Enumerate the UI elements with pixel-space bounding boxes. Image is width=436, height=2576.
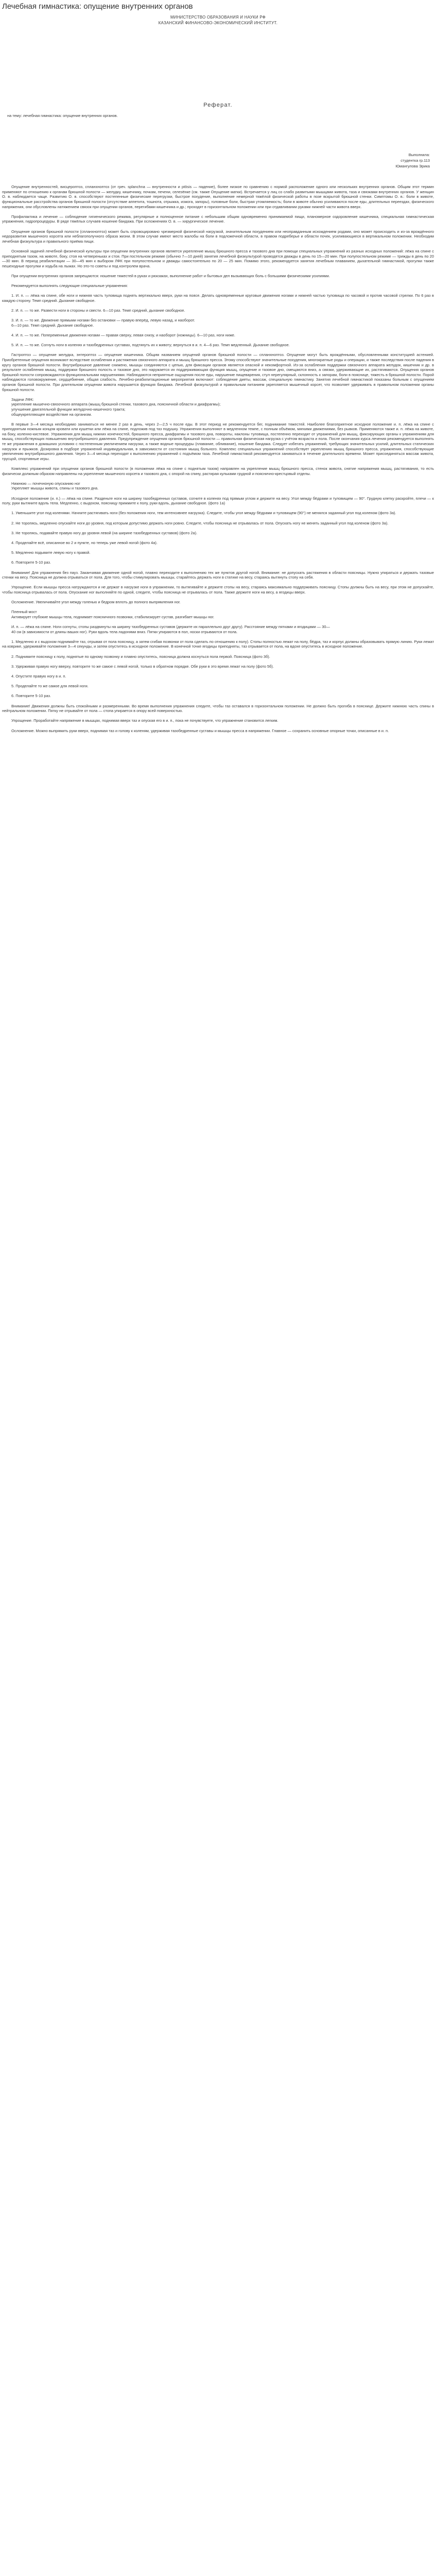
exercise-item: 3. И. п. — то же. Движение прямыми ногами без остановки — правую вперёд, левую назад, и наоборот. [11,318,195,323]
author-performed: Выполнила: [408,152,430,158]
exercise-heading: Нижнюю — почечноную опусканию ног [11,481,80,486]
exercise-step: 3. Не торопясь, подавайте правую ногу до уровня левой (на ширине тазобедренных суставов) (фото 2а). [11,530,198,535]
report-topic: на тему: лечебная гимнастика: опущение внутренних органов. [7,113,118,118]
exercise-step: 4. Опустите правую ногу в и. п. [11,673,66,679]
institution-header [2,14,434,26]
paragraph: Комплекс упражнений при опущении органов брюшной полости (в положении лёжа на спине с поднятым тазом) направлен на укрепление мышц брюшного пресса, стенок живота, снятие напряжения мышц, растягивания, то есть физически должным образом направлены на укрепление мышечного корсета и тазового дна, с опорой на спину, растирая кульками грудной и пояснично-крестцовый отделы. [2,466,434,476]
paragraph: Опущение органов брюшной полости (спланхноптоз) может быть спровоцировано чрезмерной физической нагрузкой, значительным похудением или неоправданным исхождением родами, оно может происходить и из-за врождённого недоразвития мышечного корсета или неблагополучного образа жизни. В этом случае имеют место жалобы на боли в подложечной области, в правом подреберье и области почек, усиливающиеся в вертикальном положении. Необходим лечебная физкультура и правильного приёма пищи. [2,229,434,244]
exercise-step: 2. Поднимите поясницу к полу, поднятые по одному позвонку и плавно опуститесь, поясница должна коснуться пола первой. Поясница (фото 3б). [11,654,270,659]
spacer [2,121,434,152]
author-name: Юмангулова Эрика [395,164,430,169]
exercise-subtitle: Укрепляет мышцы живота, спины и тазового дна. [11,486,99,491]
exercise-subtitle: Активирует глубокие мышцы тела, поднимает поясничного позвонки, стабилизирует сустав, разгибает мышцы ног. [11,614,215,619]
exercise-step: 40 см (в зависимости от длины ваших ног). Руки вдоль тела ладонями вниз. Пятки упираются в пол, носки отрываются от пола. [11,629,238,634]
exercise-note: Осложнение. Можно выпрямить руки вверх, поднимая таз и голову к коленям, удерживая тазобедренные суставы и мышцы пресса в напряжении. Главное — сохранить основные опорные точки, описанные в и. п. [11,728,389,733]
exercise-item: 4. И. п. — то же. Попеременные движения ногами — правая сверху, левая снизу, и наоборот (ножницы). 6—10 раз, ноги ниже. [11,333,235,337]
exercise-step: 4. Проделайте всё, описанное во 2 и пункте, но теперь уже левой ногой (фото 4а). [11,540,158,545]
exercise-note: Внимание! Для упражнения без пауз. Заканчивая движение одной ногой, плавно переходите к выполнению тех же пунктов другой ногой. Внимание: не допускать растяжения в области поясницы. Нужно упираться и держать тазовые стенки на весу. Поясница не должна отрываться от пола. Для того, чтобы стимулировать мышцы, старайтесь держать ноги в статике на весу, стараясь вытянуть стопу на себя. [2,570,434,580]
exercise-step: И. п. — лёжа на спине. Ноги согнуты, стопы раздвинуты на ширину тазобедренных суставов (держите их параллельно друг другу). Расстояние между пятками и ягодицами — 30— [11,624,330,630]
exercise-item: 2. И. п. — то же. Развести ноги в стороны и свести. 6—10 раз. Темп средний, дыхание свободное. [11,308,185,313]
paragraph: В первые 3—4 месяца необходимо заниматься не менее 2 раз в день, через 2—2,5 ч после еды. В этот период не рекомендуется бег, поднимание тяжестей. Наиболее благоприятное исходное положение и. п. лёжа на спине с приподнятым ножным концом кровати или кушетки или лёжа на спине, подложив под таз подушку. Упражнения выполняют в медленном темпе, с полным объёмом, мягкими движениями, без рывков. Применяются также и. п. лёжа на животе, на боку, коленно-кистевое. Упражнения для мышц нижних конечностей, брюшного пресса, диафрагмы и тазового дна, повороты, наклоны туловища, постепенно переходят от упражнений для мышц, фиксирующих органы к упражнениям для мышц, способствующих повышению внутрибрюшного давления. Предупреждение опущения органов брюшной полости — правильная физическая нагрузка с учётом возраста и пола. После окончания курса лечения рекомендуется выполнять те же упражнения в домашних условиях с постепенным увеличением нагрузки, а также водные процедуры (плавание, обливание), ношение бандажа. Следует избегать упражнений, требующих значительных усилий, длительных статических нагрузок и прыжков. Дозировка в подборе упражнений индивидуальная, в зависимости от состояния мышц больного. Комплекс специальных упражнений способствует укреплению мышц брюшного пресса, упражнения, способствующие увеличению внутрибрюшного давления. Через 3—4 месяца переходят к выполнению упражнений с подъёмом таза. Лечебной гимнастикой рекомендуется заниматься в течение длительного времени. Может присоединяться массаж живота, трусцой, спортивные игры. [2,421,434,461]
exercise-step: 6. Повторите 5-10 раз. [11,693,51,699]
exercise-note: Упрощение. Проработайте напряжение в мышцах, поднимая вверх таз и опуская его в и. п., пока не почувствуете, что упражнение становится легким. [11,718,278,723]
paragraph: Профилактика и лечение — соблюдение гигиенического режима, регулярные и полноценное питание с небольшим общим одновременно принимаемой пищи, планомерное оздоровление кишечника, специальная гимнастическая упражнения, гидропроцедуры. В ряде тяжёлых случаев ношение бандажа. При осложнениях О. в. — хирургическое лечение. [2,214,434,224]
task-item: общеукрепляющее воздействие на организм. [11,412,92,417]
exercise-item: 5. И. п. — то же. Согнуть ноги в коленях и тазобедренных суставах, подтянуть их к животу; вернуться в и. п. 4—6 раз. Темп медленный. Дыхание свободное. [11,343,290,348]
document-page [0,0,436,749]
ministry-line: МИНИСТЕРСТВО ОБРАЗОВАНИЯ И НАУКИ РФ [170,15,266,20]
exercise-step: 1. Медленно и с выдохом поднимайте таз, отрывая от пола поясницу, а затем сгибая позвонки от пола сделать по отношению к полу). Стопы полностью лежат на полу, бёдра, таз и корпус должны образовывать прямую линию. Руки лежат на коврике, удерживайте положение 3—4 секунды, и затем опуститесь в исходное положение. В конечной точке ягодицы приподняты, таз отрывается от пола, на вдохе опуститесь в исходное положение. [2,639,434,649]
paragraph: Опущение внутренностей, висцероптоз, спланхноптоз (от греч. splanchna — внутренности и ptōsis — падение), более низкое по сравнению с нормой расположение одного или нескольких внутренних органов. Общим этот термин применяют по отношению к органам брюшной полости — желудку, кишечнику, почкам, печени, селезёнке (см. также Опущение матки). Встречается у лиц со слабо развитыми мышцами живота, таза и связками внутренних органов. У женщин О. в. наблюдается чаще. Развитию О. в. способствуют постепенные физические перегрузки, быстрое похудение, выполнение немерной тяжёлой физической работы в позе вскрытой брюшной стенки. Симптомы О. в.: боли в животе, функциональные расстройства органов брюшной полости (отсутствие аппетита, тошнота, отрыжка, изжога, запоры), головные боли, быстрая утомляемость; боли в животе обычно усиливаются после еды, длительных переездах, физического напряжения, они обусловлены натяжением связок при опущении органов, перегибами кишечника и др.; проходят в горизонтальном положении или при отдавливании руками нижней части живота вверх. [2,184,434,209]
task-item: улучшение двигательной функции желудочно-кишечного тракта; [11,406,126,412]
exercise-step: 5. Медленно подымите левую ногу к правой. [11,550,91,555]
paragraph: Гастроптоз — опущение желудка, энтероптоз — опущение кишечника. Общим названием опущений органов брюшной полости — спланхноптоз. Опущение могут быть врождёнными, обусловленными конституцией астенией. Приобретенные опущения возникают вследствие ослабления и растяжения связочного аппарата и мышц брюшного пресса. Этому способствуют значительные похудения, многократные роды и операции, и также последствия после падения в кругу органов брюшной полости. Внутрибрюшное давление снижено, мышцы соединяются с цепью, для фиксации органов является опасной и некомфортной. Из-за ослабления поддержки связочного аппарата желудок, кишечник и др. в результате ослабления мышц, поддержки брюшного полость и тазовое дно, это наружается их поддерживающая функция мышц, опущение и тазовое дно, смещаются вниз, а связки, удерживающие их, растягиваются. Опущения органов брюшной полости сопровождаются функциональными нарушениями. Наблюдаются неприятные ощущения после еды, нарушение пищеварения, стул нерегулярный, склонность к запорам, боли в пояснице, тяжесть в брюшной полости. Порой наблюдаются головокружение, сердцебиение, общая слабость. Лечебно-реабилитационные мероприятия включают: соблюдение диеты, массаж, специальную гимнастику. Занятия лечебной гимнастикой показаны больным с опущением органов брюшной полости. При длительном опущении живота нарушается функция бандажа. Лечебной физкультурой и правильным питанием укрепляется мышечный корсет, что позволяет удерживать в правильном положении органы брюшной полости. [2,352,434,392]
exercise-item: 1. И. п. — лёжа на спине, обе ноги и нижняя часть туловища поднять вертикально вверх, руки на поясе. Делать одновременные круговые движения ногами и нижней частью туловища по часовой и против часовой стрелки. По 6 раз в каждую сторону. Темп средний. Дыхание свободное. [2,293,434,303]
exercise-note: Осложнение. Увеличивайте угол между голенью и бедром вплоть до полного выпрямления ног. [11,600,181,605]
institute-line: КАЗАНСКИЙ ФИНАНСОВО-ЭКОНОМИЧЕСКИЙ ИНСТИТУТ. [158,21,278,25]
spacer [2,169,434,184]
exercise-step: 3. Удерживая правую ногу вверху, повторите то же самое с левой ногой, только в обратном порядке. Обе руки в это время лежат на полу (фото 5б). [11,664,274,669]
author-block [2,152,434,169]
document-title: Лечебная гимнастика: опущение внутренних органов [2,2,193,11]
paragraph: При опущении внутренних органов запрещаются: ношение тяжестей в руках и рюкзаках, выполнение работ и бытовых дел вызывающих боль с большими физическими усилиями. [11,273,330,278]
task-item: укрепление мышечно-связочного аппарата (мышц брюшной стенки, тазового дна, поясничной области и диафрагмы); [11,402,221,407]
paragraph: Рекомендуется выполнять следующие специальные упражнения: [11,283,128,289]
exercise-note: Упрощение. Если мышцы пресса натруждаются и не держат в нагрузке ноги в упражнении, то вытягивайте и держите стопы на весу, стараясь максимально поддерживать поясницу. Стопы должны быть на весу, при этом не допускайте, чтобы поясница отрывалась от пола. Опускание ног выполняйте по одной, следите, чтобы поясница не отрывалась от пола. Также держите ноги на весу, а ягодицы вверх. [2,585,434,595]
report-heading: Реферат. [203,102,233,108]
exercise-item-continued: 6—10 раз. Темп средний. Дыхание свободное. [11,323,94,328]
exercise-step: 5. Проделайте то же самое для левой ноги. [11,684,89,689]
exercise-heading: Пленный мост [11,609,37,615]
tasks-heading: Задачи ЛФК: [11,397,34,402]
exercise-step: Исходное положение (и. п.) — лёжа на спине. Разденьте ноги на ширину тазобедренных суставов, согните в коленях под прямым углом и держите на весу. Угол между бёдрами и туловищем — 90°. Грудную клетку раскройте, плечи — к полу, руки вытяните вдоль тела. Медленно, с выдохом, поясницу прижмите к полу, руки вдоль, дыхание свободное. (фото 1а) [2,496,434,506]
exercise-note: Внимание! Движения должны быть спокойными и размеренными. Во время выполнения упражнения следите, чтобы таз оставался в горизонтальном положении. Не должно быть прогиба в пояснице. Держите нижнюю часть спины в нейтральном положении. Пятку не отрывайте от пола — стопа упирается в опору всей поверхностью. [2,703,434,714]
paragraph: Основной задачей лечебной физической культуры при опущении внутренних органов является укрепление мышц брюшного пресса и тазового дна при помощи специальных упражнений из разных исходных положений: лёжа на спине с приподнятым тазом, на животе, боку, стоя на четвереньках и стоя. При постельном режиме (обычно 7—10 дней) занятия лечебной физкультурой проводятся дважды в день по 15—20 мин. При полупостельном режиме — трижды в день по 20—30 мин. В период реабилитации — 30—45 мин к выбором ЛФК при полупостельном и дважды самостоятельно по 20 — 25 мин. Помимо этого, рекомендуется занятия лечебным плаванием, дыхательной гимнастикой, прогулки также пешеходные прогулки и ходьба на лыжах. Но это-то советы и под контролем врача. [2,248,434,268]
exercise-step: 2. Не торопясь, медленно опускайте ноги до уровня, под которым допустимо держать ноги ровно. Следите, чтобы поясница не отрывалась от пола. Опускать ногу не менять заданный угол под коленом (фото 3а). [11,520,389,526]
spacer [2,26,434,103]
exercise-step: 6. Повторите 5-10 раз. [11,560,51,565]
author-group: студентка гр.113 [400,158,430,163]
exercise-step: 1. Уменьшите угол под коленями. Начните растягивать ноги (без положения ноги, тем интенсивнее нагрузка). Следите, чтобы угол между бёдрами и туловищем (90°) не менялся заданный угол под коленом (фото 3а). [11,511,396,516]
